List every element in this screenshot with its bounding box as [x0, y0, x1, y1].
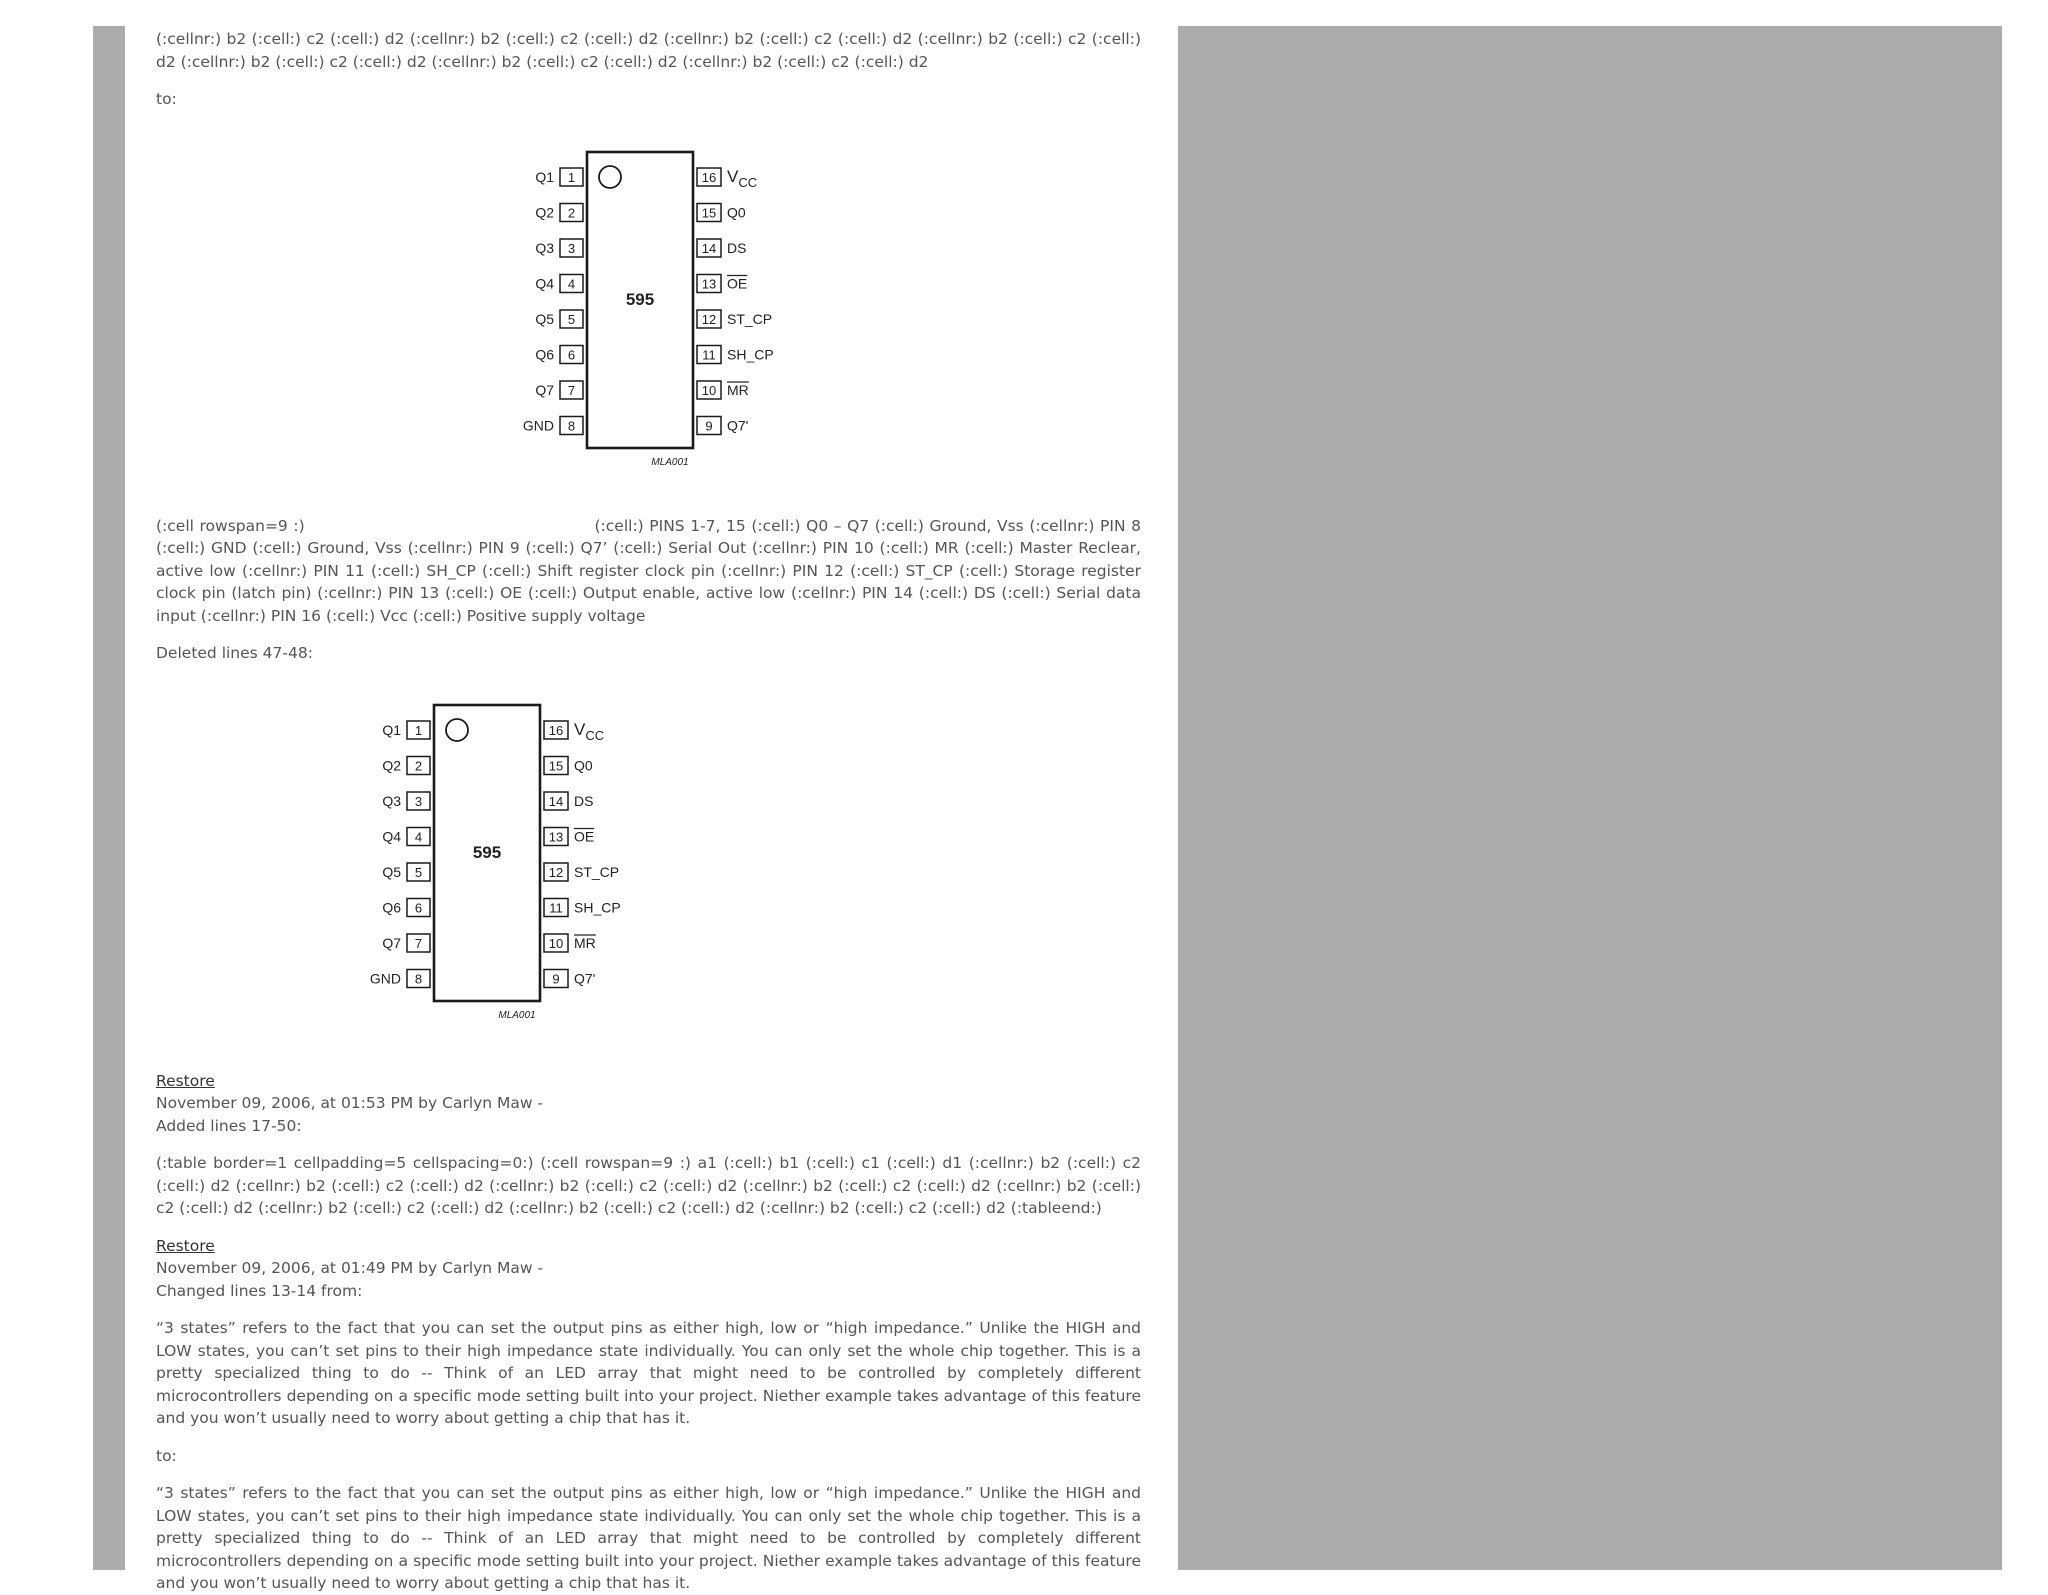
pin-number: 16	[548, 722, 564, 738]
chip-595-pinout-diagram	[156, 118, 1141, 518]
deleted-lines-label: Deleted lines 47-48:	[156, 644, 313, 662]
pin-label: DS	[727, 239, 747, 256]
pin-label: Q1	[382, 721, 401, 738]
pin-label: Q5	[382, 863, 401, 880]
pin-label: Q7	[382, 934, 401, 951]
pin-number: 13	[548, 829, 564, 844]
chip-name: 595	[625, 289, 655, 309]
chip-code: MLA001	[651, 456, 689, 468]
pin-number: 12	[548, 864, 564, 880]
left-margin-bar	[93, 26, 125, 1570]
pin-label: Q7	[535, 381, 554, 398]
pin-number: 2	[567, 205, 576, 220]
pin-number: 12	[701, 311, 717, 327]
restore-link[interactable]: Restore	[156, 1236, 215, 1255]
to-label: to:	[156, 90, 177, 108]
pin-number: 5	[567, 311, 576, 327]
pin-label: MR	[574, 934, 596, 951]
chip-name: 595	[472, 842, 502, 862]
revision-meta: November 09, 2006, at 01:49 PM by Carlyn Maw -	[156, 1259, 544, 1277]
pin-label: DS	[574, 792, 594, 809]
revision-summary: Added lines 17-50:	[156, 1116, 302, 1135]
revision-summary: Changed lines 13-14 from:	[156, 1281, 363, 1300]
restore-link[interactable]: Restore	[156, 1071, 215, 1090]
pin-number: 10	[548, 935, 564, 951]
pin-label: $V_{CC}$	[574, 719, 605, 743]
pin-label: Q0	[727, 204, 746, 220]
pin-label: Q1	[535, 168, 554, 185]
pin-label: Q3	[382, 792, 401, 809]
pin-number: 1	[567, 169, 576, 185]
pins-table-text: (:cell rowspan=9 :) (:cell:) PINS 1-7, 15 (:cell:) Q0 – Q7 (:cell:) Ground, Vss (:cellnr:) PIN 8 (:cell:) GND (:cell:) Ground, Vss (:cellnr:) PIN 9 (:cell:) Q7’ (:cell:) Serial Out (:cellnr:) PIN 10 (:cell:) MR (:cell:) Master Reclear, active low (:cellnr:) PIN 11 (:cell:) SH_CP (:cell:) Shift register clock pin (:cellnr:) PIN 12 (:cell:) ST_CP (:cell:) Storage register clock pin (latch pin) (:cellnr:) PIN 13 (:cell:) OE (:cell:) Output enable, active low (:cellnr:) PIN 14 (:cell:) DS (:cell:) Serial data input (:cellnr:) PIN 16 (:cell:) Vcc (:cell:) Positive supply voltage	[156, 516, 1146, 625]
pin-label: Q6	[382, 899, 401, 915]
pin-label: $V_{CC}$	[727, 166, 758, 190]
pin-label: GND	[522, 417, 554, 433]
pin-label: Q7'	[574, 970, 596, 986]
pin-label: Q4	[382, 828, 401, 844]
pin-number: 14	[548, 793, 564, 809]
pin-label: ST_CP	[727, 310, 773, 327]
pin-number: 1	[414, 722, 423, 738]
pin-label: OE	[727, 275, 748, 291]
pin-label: Q6	[535, 346, 554, 362]
pin-number: 7	[414, 935, 423, 951]
pin-number: 15	[548, 758, 564, 773]
pin-label: Q2	[382, 757, 401, 773]
pin-label: Q2	[535, 204, 554, 220]
pin-number: 6	[567, 347, 576, 362]
pin-number: 9	[552, 971, 560, 986]
pin-number: 14	[701, 240, 717, 256]
chip-code: MLA001	[498, 1009, 536, 1021]
pin-number: 4	[414, 829, 423, 844]
pin-number: 8	[414, 971, 423, 986]
added-table-text: (:table border=1 cellpadding=5 cellspacing=0:) (:cell rowspan=9 :) a1 (:cell:) b1 (:cell:) c1 (:cell:) d1 (:cellnr:) b2 (:cell:) c2 (:cell:) d2 (:cellnr:) b2 (:cell:) c2 (:cell:) d2 (:cellnr:) b2 (:cell:) c2 (:cell:) d2 (:cellnr:) b2 (:cell:) c2 (:cell:) d2 (:cellnr:) b2 (:cell:) c2 (:cell:) d2 (:cellnr:) b2 (:cell:) c2 (:cell:) d2 (:cellnr:) b2 (:cell:) c2 (:cell:) d2 (:cellnr:) b2 (:cell:) c2 (:cell:) d2 (:tableend:)	[156, 1154, 1141, 1217]
revision-history-content	[156, 26, 1146, 1592]
pin-number: 3	[414, 793, 423, 809]
right-gray-panel	[1178, 26, 2002, 1570]
chip-595-pinout-diagram-deleted	[156, 671, 1141, 1071]
pin-label: Q5	[535, 310, 554, 327]
pin-number: 9	[705, 418, 713, 433]
pin-number: 15	[701, 205, 717, 220]
pin-label: Q7'	[727, 417, 749, 433]
pin-label: GND	[369, 970, 401, 986]
pin-label: Q0	[574, 757, 593, 773]
pin-label: OE	[574, 828, 595, 844]
pin-label: Q4	[535, 275, 554, 291]
pin-number: 16	[701, 169, 717, 185]
pin-label: ST_CP	[574, 863, 620, 880]
pin-number: 8	[567, 418, 576, 433]
revision-meta: November 09, 2006, at 01:53 PM by Carlyn Maw -	[156, 1094, 544, 1112]
pin-label: MR	[727, 381, 749, 398]
pin-label: SH_CP	[727, 346, 774, 362]
pin-number: 2	[414, 758, 423, 773]
pin-label: SH_CP	[574, 899, 621, 915]
pin-number: 11	[702, 347, 716, 362]
pin-number: 5	[414, 864, 423, 880]
three-states-text-to: “3 states” refers to the fact that you can set the output pins as either high, low or “high impedance.” Unlike the HIGH and LOW states, you can’t set pins to their high impedance state individually. You can only set the whole chip together. This is a pretty specialized thing to do -- Think of an LED array that might need to be controlled by completely different microcontrollers depending on a specific mode setting built into your project. Niether example takes advantage of this feature and you won’t usually need to worry about getting a chip that has it.	[156, 1484, 1141, 1592]
pin-number: 6	[414, 900, 423, 915]
pin-number: 3	[567, 240, 576, 256]
table-cells-text: (:cellnr:) b2 (:cell:) c2 (:cell:) d2 (:cellnr:) b2 (:cell:) c2 (:cell:) d2 (:cellnr:) b2 (:cell:) c2 (:cell:) d2 (:cellnr:) b2 (:cell:) c2 (:cell:) d2 (:cellnr:) b2 (:cell:) c2 (:cell:) d2 (:cellnr:) b2 (:cell:) c2 (:cell:) d2 (:cellnr:) b2 (:cell:) c2 (:cell:) d2	[156, 30, 1141, 71]
pin-number: 10	[701, 382, 717, 398]
pin-number: 4	[567, 276, 576, 291]
pin-number: 7	[567, 382, 576, 398]
pin-number: 11	[549, 900, 563, 915]
three-states-text-from: “3 states” refers to the fact that you can set the output pins as either high, low or “high impedance.” Unlike the HIGH and LOW states, you can’t set pins to their high impedance state individually. You can only set the whole chip together. This is a pretty specialized thing to do -- Think of an LED array that might need to be controlled by completely different microcontrollers depending on a specific mode setting built into your project. Niether example takes advantage of this feature and you won’t usually need to worry about getting a chip that has it.	[156, 1319, 1141, 1427]
to-label: to:	[156, 1446, 177, 1465]
pin-number: 13	[701, 276, 717, 291]
pin-label: Q3	[535, 239, 554, 256]
